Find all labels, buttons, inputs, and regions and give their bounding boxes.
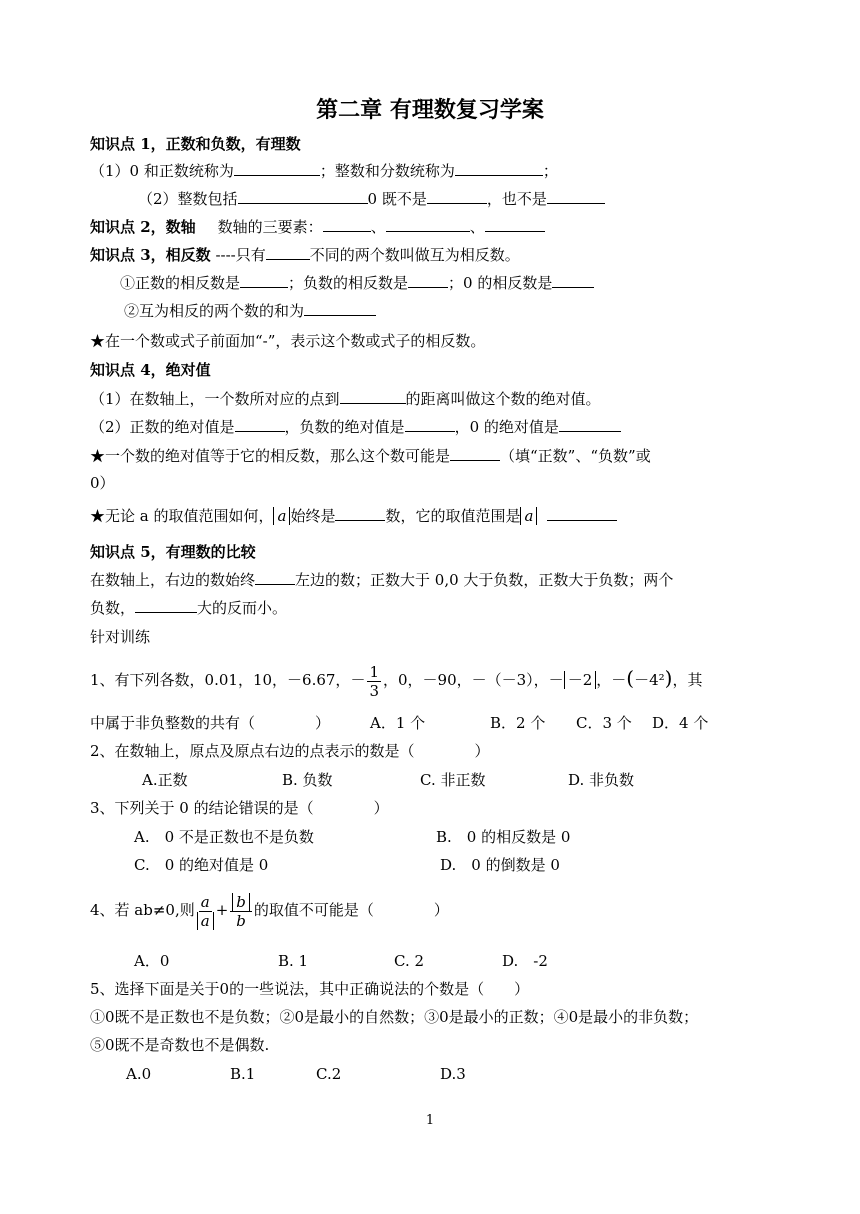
question-5-line2: ⑤0既不是奇数也不是偶数. [90, 1036, 270, 1054]
q1-option-b[interactable]: B．2 个 [490, 714, 546, 732]
q5-option-a[interactable]: A.0 [126, 1065, 152, 1083]
abs-a-2: a [520, 507, 537, 525]
kp2-line: 知识点 2，数轴 数轴的三要素： 、 、 [90, 216, 545, 238]
q2-option-d[interactable]: D. 非负数 [568, 771, 635, 789]
q3-option-a[interactable]: A. 0 不是正数也不是负数 [134, 828, 314, 846]
question-5-line1: ①0既不是正数也不是负数；②0是最小的自然数；③0是最小的正数；④0是最小的非负数； [90, 1008, 699, 1026]
kp4-star1: ★一个数的绝对值等于它的相反数，那么这个数可能是 （填“正数”、“负数”或 [90, 447, 651, 465]
question-1-line2: 中属于非负整数的共有（ ） A．1 个 B．2 个 C．3 个 D．4 个 [90, 714, 709, 732]
q4-option-c[interactable]: C. 2 [394, 952, 425, 970]
kp3-line2: ②互为相反的两个数的和为 [124, 300, 376, 322]
q3-option-b[interactable]: B. 0 的相反数是 0 [436, 828, 571, 846]
q1-option-c[interactable]: C．3 个 [576, 714, 632, 732]
q2-option-b[interactable]: B. 负数 [282, 771, 333, 789]
question-2: 2、在数轴上，原点及原点右边的点表示的数是（ ） [90, 742, 490, 760]
q1-option-d[interactable]: D．4 个 [652, 714, 709, 732]
fraction-one-third: $\frac{1}{3}$ [369, 662, 379, 700]
question-1: 1、有下列各数，0.01，10，－6.67，－ $\frac{1}{3}$ ，0，－90，－（－3），－ －2 ，－(－4²)，其 [90, 662, 703, 700]
kp3-star: ★在一个数或式子前面加“-”，表示这个数或式子的相反数。 [90, 332, 486, 350]
page-title: 第二章 有理数复习学案 [316, 98, 544, 123]
kp1-line2: （2）整数包括 0 既不是 ，也不是 [138, 188, 605, 210]
q2-option-c[interactable]: C. 非正数 [420, 771, 486, 789]
q3-option-c[interactable]: C. 0 的绝对值是 0 [134, 856, 269, 874]
kp4-star1-cont: 0） [90, 474, 115, 492]
kp1-heading: 知识点 1，正数和负数，有理数 [90, 135, 301, 153]
kp1-line1: （1）0 和正数统称为 ；整数和分数统称为 ； [90, 162, 558, 180]
q5-option-d[interactable]: D.3 [440, 1065, 466, 1083]
kp3-line1: ①正数的相反数是 ；负数的相反数是 ；0 的相反数是 [120, 272, 594, 294]
question-3: 3、下列关于 0 的结论错误的是（ ） [90, 799, 389, 817]
q3-option-d[interactable]: D. 0 的倒数是 0 [440, 856, 560, 874]
kp3-line: 知识点 3，相反数 ----只有 不同的两个数叫做互为相反数。 [90, 246, 520, 264]
practice-label: 针对训练 [90, 628, 151, 646]
abs-a: a [273, 507, 290, 525]
q1-option-a[interactable]: A．1 个 [370, 714, 426, 732]
question-5: 5、选择下面是关于0的一些说法，其中正确说法的个数是（ ） [90, 980, 530, 998]
kp4-line1: （1）在数轴上，一个数所对应的点到 的距离叫做这个数的绝对值。 [90, 390, 601, 408]
kp4-heading: 知识点 4，绝对值 [90, 361, 211, 379]
q5-option-c[interactable]: C.2 [316, 1065, 342, 1083]
q4-option-d[interactable]: D. -2 [502, 952, 548, 970]
kp5-line1: 在数轴上，右边的数始终 左边的数；正数大于 0,0 大于负数，正数大于负数；两个 [90, 571, 674, 589]
fraction-a-over-abs-a: $\frac{a}{a}$ [197, 893, 214, 930]
kp4-star2: ★无论 a 的取值范围如何， a 始终是 数，它的取值范围是 a [90, 505, 617, 527]
kp5-line2: 负数， 大的反而小。 [90, 599, 288, 617]
q4-option-a[interactable]: A．0 [134, 952, 170, 970]
fraction-abs-b-over-b: $\frac{b}{b}$ [230, 893, 252, 930]
page-number: 1 [425, 1113, 435, 1128]
q4-option-b[interactable]: B. 1 [278, 952, 309, 970]
question-4: 4、若 ab≠0,则 $\frac{a}{a}$ + $\frac{b}{b}$ 的取值不可能是（ ） [90, 892, 449, 930]
kp4-line2: （2）正数的绝对值是 ，负数的绝对值是 ，0 的绝对值是 [90, 416, 621, 438]
q2-option-a[interactable]: A.正数 [142, 771, 188, 789]
kp5-heading: 知识点 5，有理数的比较 [90, 543, 256, 561]
q5-option-b[interactable]: B.1 [230, 1065, 256, 1083]
